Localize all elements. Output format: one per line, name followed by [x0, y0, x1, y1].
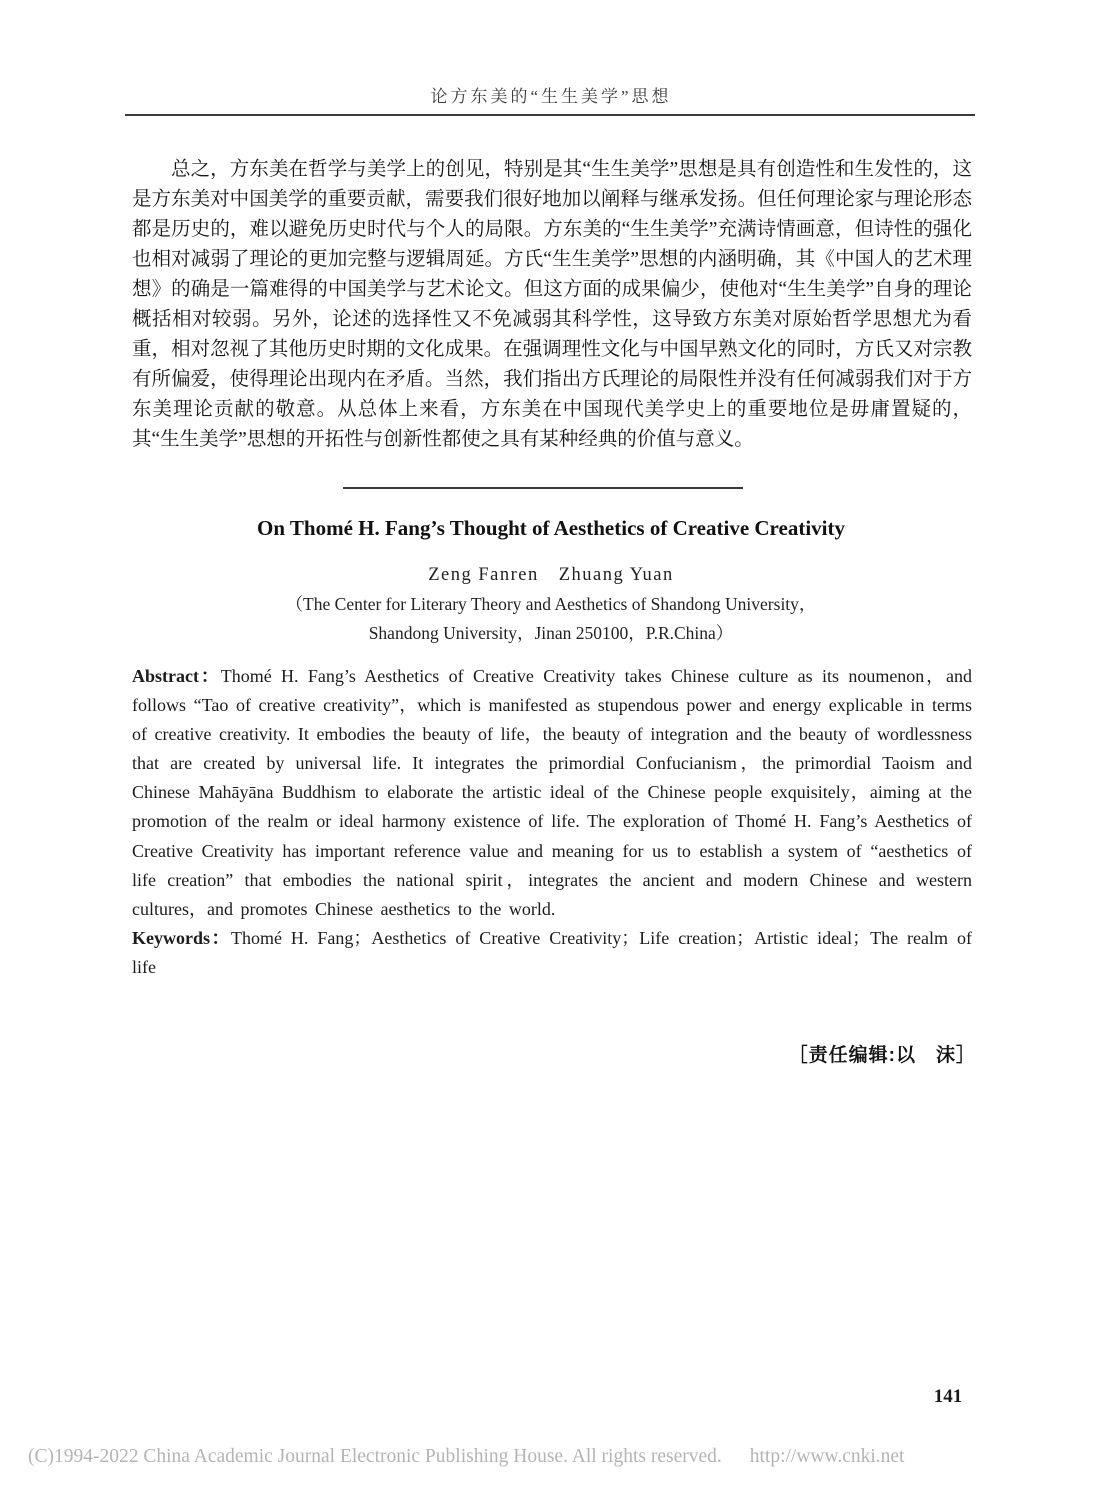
abstract-paragraph — [132, 662, 972, 924]
abstract-label: Abstract： — [132, 666, 221, 686]
keywords-label: Keywords： — [132, 927, 231, 948]
header-rule — [125, 114, 975, 116]
cnki-url-text: http://www.cnki.net — [749, 1446, 905, 1467]
keywords-text: Thomé H. Fang；Aesthetics of Creative Creativity；Life creation；Artistic ideal；The realm of life — [132, 927, 973, 977]
page-number: 141 — [933, 1386, 963, 1407]
section-divider-rule — [343, 487, 743, 489]
responsible-editor-note: ［责任编辑:以 沫］ — [788, 1045, 976, 1066]
abstract-keywords-block — [132, 662, 972, 982]
abstract-text: Thomé H. Fang’s Aesthetics of Creative Creativity takes Chinese culture as its noumenon，and follows “Tao of creative creativity”，which is manifested as stupendous power and energy explicable in terms of creative creativity. It embodies the beauty of life，the beauty of integration and the beauty of wordlessness that are created by universal life. It integrates the primordial Confucianism，the primordial Taoism and Chinese Mahāyāna Buddhism to elaborate the artistic ideal of the Chinese people exquisitely，aiming at the promotion of the realm or ideal harmony existence of life. The exploration of Thomé H. Fang’s Aesthetics of Creative Creativity has important reference value and meaning for us to establish a system of “aesthetics of life creation” that embodies the national spirit，integrates the ancient and modern Chinese and western cultures，and promotes Chinese aesthetics to the world. — [132, 666, 973, 919]
keywords-paragraph — [132, 924, 972, 982]
affiliation-line-2: Shandong University，Jinan 250100，P.R.China） — [368, 623, 734, 643]
affiliation-line-1: （The Center for Literary Theory and Aesthetics of Shandong University， — [285, 594, 817, 614]
footer-watermark — [28, 1446, 1078, 1468]
conclusion-paragraph: 总之，方东美在哲学与美学上的创见，特别是其“生生美学”思想是具有创造性和生发性的，这是方东美对中国美学的重要贡献，需要我们很好地加以阐释与继承发扬。但任何理论家与理论形态都是历史的，难以避免历史时代与个人的局限。方东美的“生生美学”充满诗情画意，但诗性的强化也相对减弱了理论的更加完整与逻辑周延。方氏“生生美学”思想的内涵明确，其《中国人的艺术理想》的确是一篇难得的中国美学与艺术论文。但这方面的成果偏少，使他对“生生美学”自身的理论概括相对较弱。另外，论述的选择性又不免减弱其科学性，这导致方东美对原始哲学思想尤为看重，相对忽视了其他历史时期的文化成果。在强调理性文化与中国早熟文化的同时，方氏又对宗教有所偏爱，使得理论出现内在矛盾。当然，我们指出方氏理论的局限性并没有任何减弱我们对于方东美理论贡献的敬意。从总体上来看，方东美在中国现代美学史上的重要地位是毋庸置疑的，其“生生美学”思想的开拓性与创新性都使之具有某种经典的价值与意义。 — [132, 159, 972, 450]
authors-line: Zeng Fanren Zhuang Yuan — [428, 565, 674, 585]
english-article-title: On Thomé H. Fang’s Thought of Aesthetics of Creative Creativity — [257, 516, 845, 540]
affiliation-block — [0, 590, 1102, 648]
running-head-title: 论方东美的“生生美学”思想 — [430, 87, 672, 106]
conclusion-section — [132, 155, 972, 455]
copyright-text: (C)1994-2022 China Academic Journal Electronic Publishing House. All rights reserved. — [28, 1446, 722, 1467]
